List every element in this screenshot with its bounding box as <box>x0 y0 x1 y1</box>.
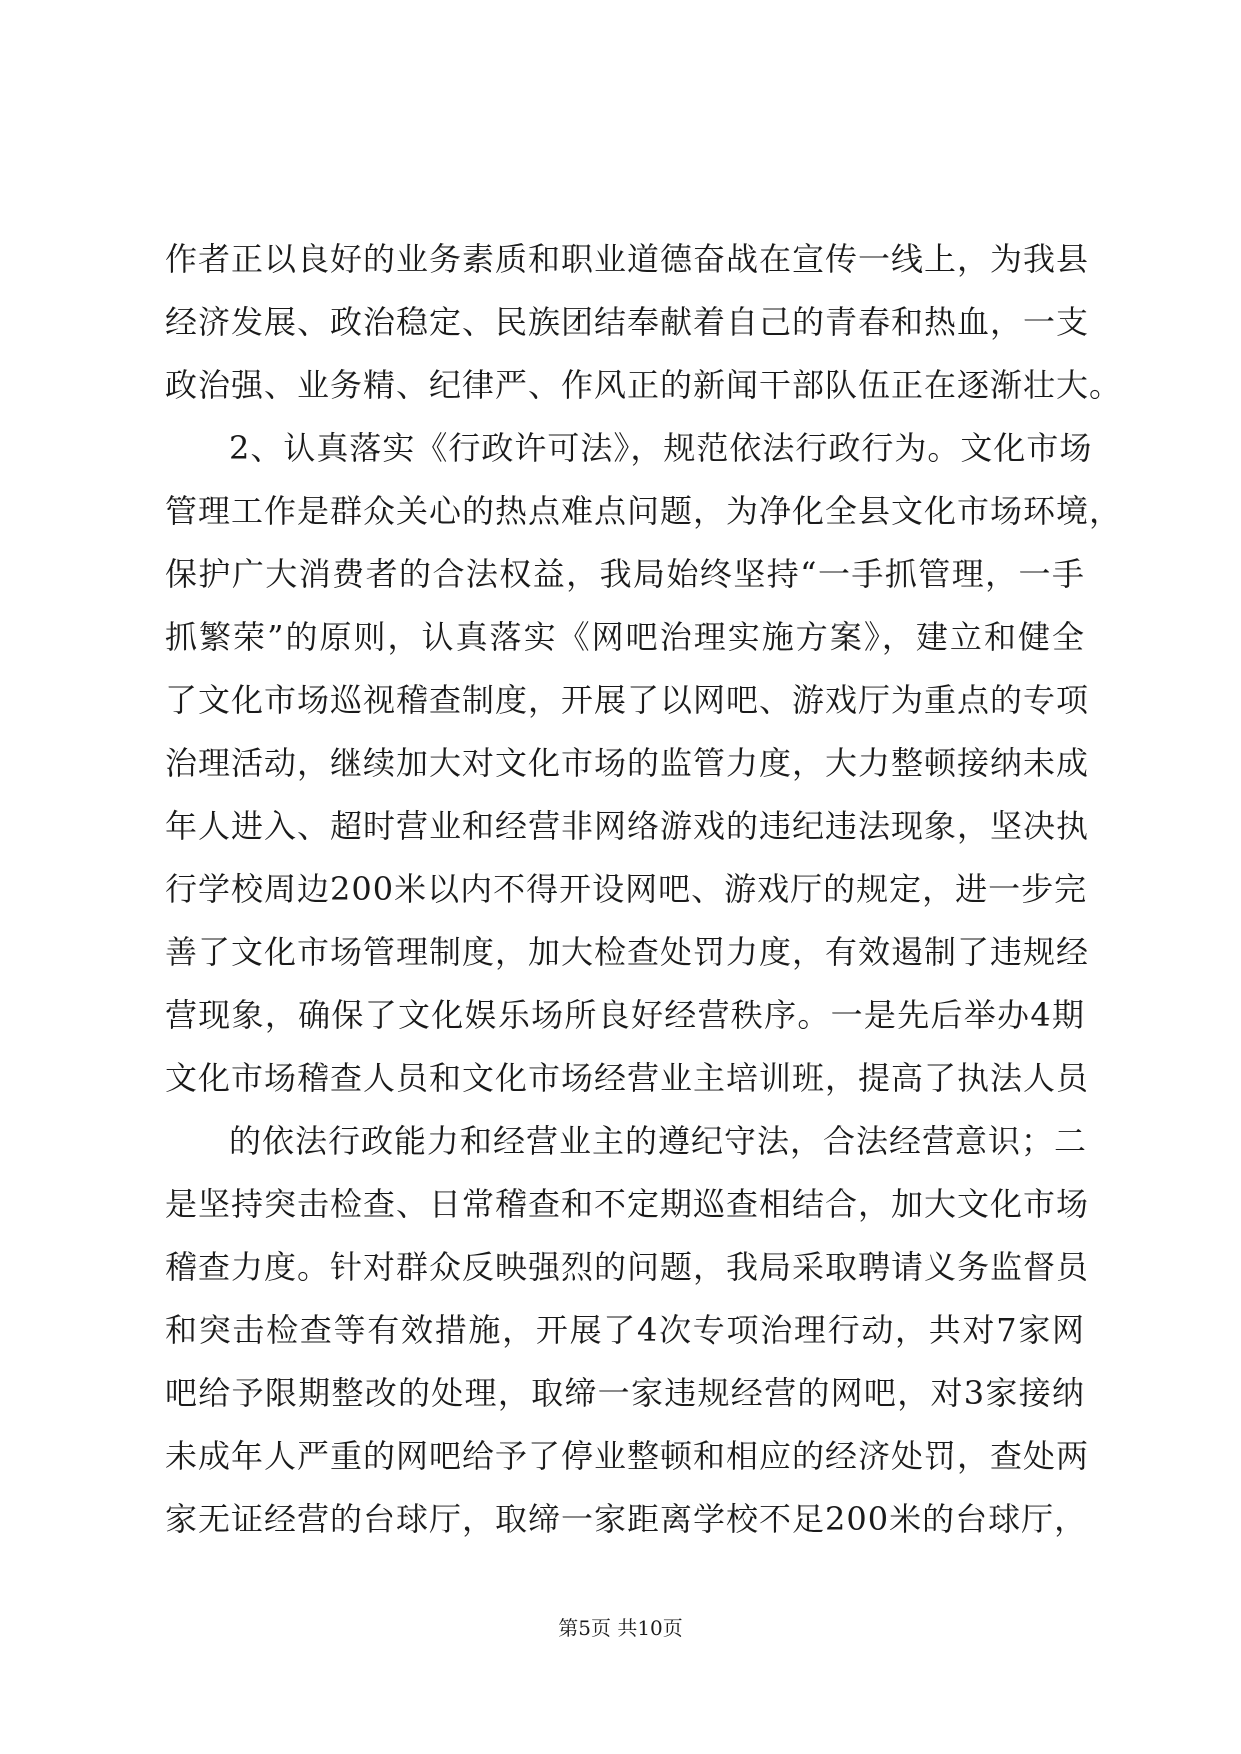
paragraph-first-line: 的依法行政能力和经营业主的遵纪守法，合法经营意识；二 <box>229 1122 1088 1160</box>
text-line: 行学校周边200米以内不得开设网吧、游戏厅的规定，进一步完 <box>165 870 1088 908</box>
text-line: 和突击检查等有效措施，开展了4次专项治理行动，共对7家网 <box>165 1311 1085 1349</box>
text-line: 抓繁荣”的原则，认真落实《网吧治理实施方案》，建立和健全 <box>165 618 1085 656</box>
text-line: 治理活动，继续加大对文化市场的监管力度，大力整顿接纳未成 <box>165 744 1090 782</box>
text-line: 管理工作是群众关心的热点难点问题，为净化全县文化市场环境， <box>165 492 1123 530</box>
text-line: 了文化市场巡视稽查制度，开展了以网吧、游戏厅为重点的专项 <box>165 681 1090 719</box>
text-line: 作者正以良好的业务素质和职业道德奋战在宣传一线上，为我县 <box>165 240 1090 278</box>
text-line: 年人进入、超时营业和经营非网络游戏的违纪违法现象，坚决执 <box>165 807 1090 845</box>
text-line: 稽查力度。针对群众反映强烈的问题，我局采取聘请义务监督员 <box>165 1248 1090 1286</box>
text-line: 吧给予限期整改的处理，取缔一家违规经营的网吧，对3家接纳 <box>165 1374 1085 1412</box>
text-line: 是坚持突击检查、日常稽查和不定期巡查相结合，加大文化市场 <box>165 1185 1090 1223</box>
text-line: 政治强、业务精、纪律严、作风正的新闻干部队伍正在逐渐壮大。 <box>165 366 1123 404</box>
text-line: 未成年人严重的网吧给予了停业整顿和相应的经济处罚，查处两 <box>165 1437 1090 1475</box>
page-number-footer: 第5页 共10页 <box>558 1616 683 1640</box>
text-line: 文化市场稽查人员和文化市场经营业主培训班，提高了执法人员 <box>165 1059 1090 1097</box>
text-line: 营现象，确保了文化娱乐场所良好经营秩序。一是先后举办4期 <box>165 996 1085 1034</box>
text-line: 保护广大消费者的合法权益，我局始终坚持“一手抓管理，一手 <box>165 555 1085 593</box>
text-line: 经济发展、政治稳定、民族团结奉献着自己的青春和热血，一支 <box>165 303 1090 341</box>
text-line: 善了文化市场管理制度，加大检查处罚力度，有效遏制了违规经 <box>165 933 1090 971</box>
text-line: 家无证经营的台球厅，取缔一家距离学校不足200米的台球厅， <box>165 1500 1088 1538</box>
document-body <box>165 228 1123 1551</box>
paragraph-first-line: 2、认真落实《行政许可法》，规范依法行政行为。文化市场 <box>229 429 1093 467</box>
